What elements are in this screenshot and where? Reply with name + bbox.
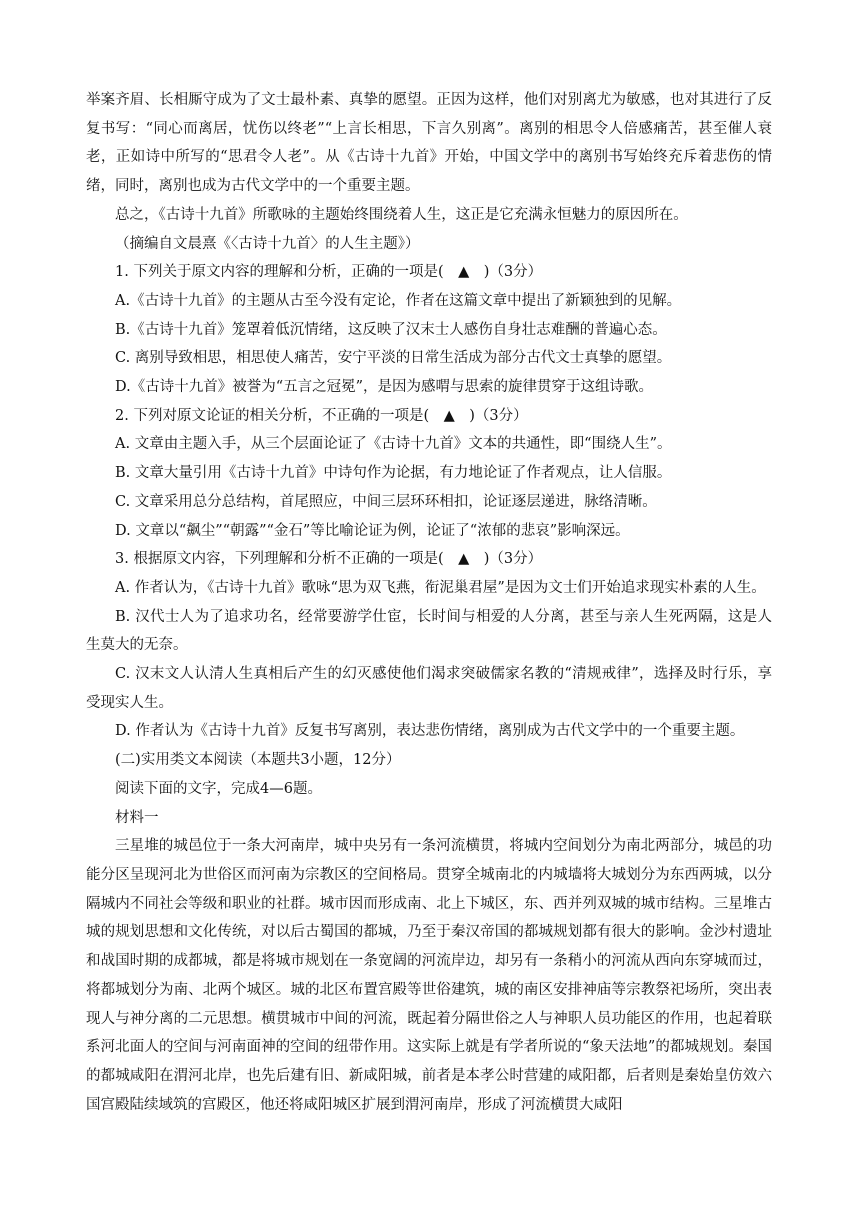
question-1-option-c: C. 离别导致相思，相思使人痛苦，安宁平淡的日常生活成为部分古代文士真挚的愿望。 <box>115 350 672 367</box>
question-3-option-a: A. 作者认为，《古诗十九首》歌咏“思为双飞燕，衔泥巢君屋”是因为文士们开始追求现实朴素的人生。 <box>115 579 766 596</box>
question-1-option-b: B.《古诗十九首》笼罩着低沉情绪，这反映了汉末士人感伤自身壮志难酬的普遍心态。 <box>115 321 667 338</box>
question-1-option-d: D.《古诗十九首》被誉为“五言之冠冕”，是因为感喟与思索的旋律贯穿于这组诗歌。 <box>115 379 654 396</box>
material-1-label: 材料一 <box>115 809 159 826</box>
question-2-option-b: B. 文章大量引用《古诗十九首》中诗句作为论据，有力地论证了作者观点，让人信服。 <box>115 465 672 482</box>
question-2-option-c: C. 文章采用总分总结构，首尾照应，中间三层环环相扣，论证逐层递进，脉络清晰。 <box>115 493 657 510</box>
section-2-heading: (二)实用类文本阅读（本题共3小题，12分） <box>115 752 401 769</box>
source-citation: （摘编自文晨熹《〈古诗十九首〉的人生主题》） <box>115 235 420 252</box>
question-2-option-a: A. 文章由主题入手，从三个层面论证了《古诗十九首》文本的共通性，即“围绕人生”。 <box>115 436 672 453</box>
paragraph-separation-theme: 举案齐眉、长相厮守成为了文士最朴素、真挚的愿望。正因为这样，他们对别离尤为敏感，也对其进行了反复书写：“同心而离居，忧伤以终老”“上言长相思，下言久别离”。离别的相思令人倍感痛苦，甚至催人衰老，正如诗中所写的“思君令人老”。从《古诗十九首》开始，中国文学中的离别书写始终充斥着悲伤的情绪，同时，离别也成为古代文学中的一个重要主题。 <box>86 92 772 195</box>
question-3-option-d: D. 作者认为《古诗十九首》反复书写离别，表达悲伤情绪，离别成为古代文学中的一个重要主题。 <box>115 723 745 740</box>
reading-instruction: 阅读下面的文字，完成4—6题。 <box>115 780 322 797</box>
question-1: 1. 下列关于原文内容的理解和分析，正确的一项是( ▲ )（3分） <box>115 264 543 281</box>
question-1-option-a: A.《古诗十九首》的主题从古至今没有定论，作者在这篇文章中提出了新颖独到的见解。 <box>115 292 682 309</box>
question-2-option-d: D. 文章以“飙尘”“朝露”“金石”等比喻论证为例，论证了“浓郁的悲哀”影响深远。 <box>115 522 630 539</box>
question-3-option-b: B. 汉代士人为了追求功名，经常要游学仕宦，长时间与相爱的人分离，甚至与亲人生死两隔，这是人生莫大的无奈。 <box>86 608 772 654</box>
paragraph-conclusion: 总之，《古诗十九首》所歌咏的主题始终围绕着人生，这正是它充满永恒魅力的原因所在。 <box>115 206 688 223</box>
question-3-option-c: C. 汉末文人认清人生真相后产生的幻灭感使他们渴求突破儒家名教的“清规戒律”，选择及时行乐，享受现实人生。 <box>86 666 772 711</box>
question-3: 3. 根据原文内容，下列理解和分析不正确的一项是( ▲ )（3分） <box>115 551 543 568</box>
paragraph-sanxingdui: 三星堆的城邑位于一条大河南岸，城中央另有一条河流横贯，将城内空间划分为南北两部分，城邑的功能分区呈现河北为世俗区而河南为宗教区的空间格局。贯穿全城南北的内城墙将大城划分为东西两城，以分隔城内不同社会等级和职业的社群。城市因而形成南、北上下城区，东、西并列双城的城市结构。三星堆古城的规划思想和文化传统，对以后古蜀国的都城，乃至于秦汉帝国的都城规划都有很大的影响。金沙村遗址和战国时期的成都城，都是将城市规划在一条宽阔的河流岸边，却另有一条稍小的河流从西向东穿城而过，将都城划分为南、北两个城区。城的北区布置宫殿等世俗建筑，城的南区安排神庙等宗教祭祀场所，突出表现人与神分离的二元思想。横贯城市中间的河流，既起着分隔世俗之人与神职人员功能区的作用，也起着联系河北面人的空间与河南面神的空间的纽带作用。这实际上就是有学者所说的“象天法地”的都城规划。秦国的都城咸阳在渭河北岸，也先后建有旧、新咸阳城，前者是本孝公时营建的咸阳都，后者则是秦始皇仿效六国宫殿陆续域筑的宫殿区，他还将咸阳城区扩展到渭河南岸，形成了河流横贯大咸阳 <box>86 838 772 1113</box>
question-2: 2. 下列对原文论证的相关分析，不正确的一项是( ▲ )（3分） <box>115 407 528 424</box>
document-page <box>86 86 772 1119</box>
